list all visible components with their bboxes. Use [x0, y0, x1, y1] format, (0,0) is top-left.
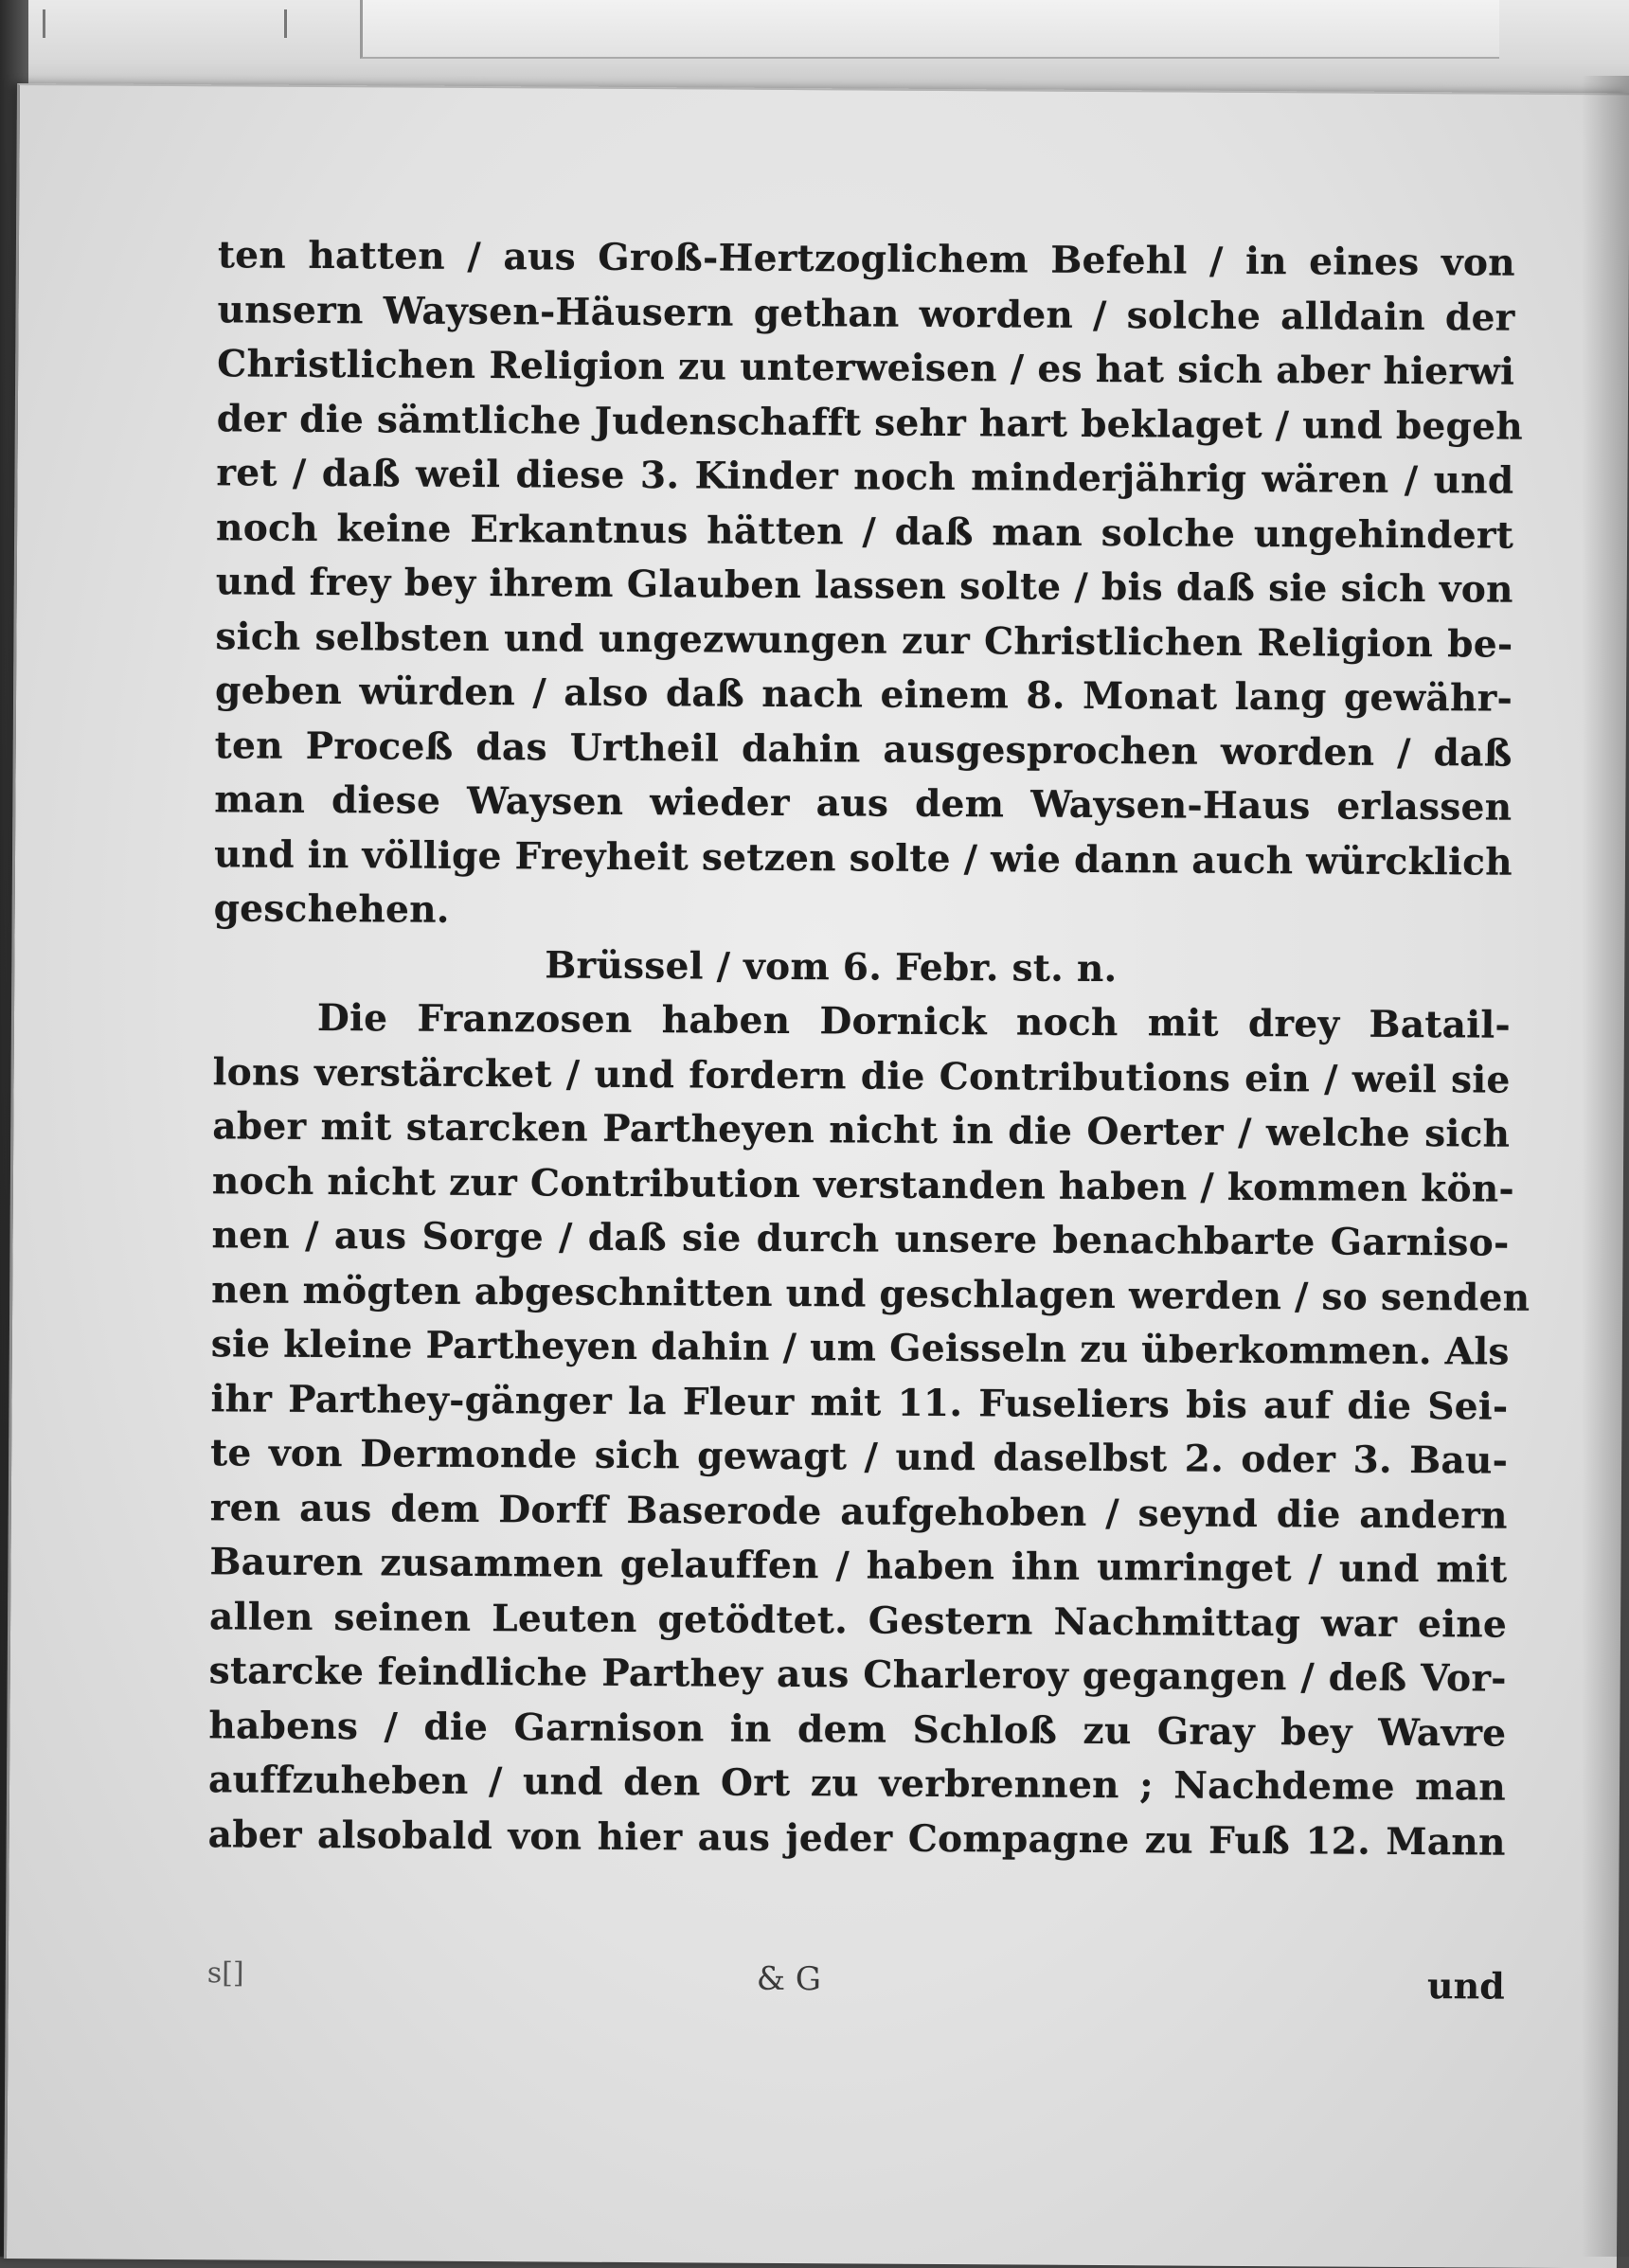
catchword: und: [1426, 1964, 1505, 2008]
text-line: starcke feindliche Parthey aus Charleroy gegangen / deß Vor-: [208, 1649, 1507, 1701]
text-line: Bauren zusammen gelauffen / haben ihn umringet / und mit: [209, 1540, 1508, 1592]
footer-mark: s[]: [206, 1956, 244, 1991]
text-line: nen mögten abgeschnitten und geschlagen werden / so senden: [211, 1267, 1531, 1320]
text-line: ihr Parthey-gänger la Fleur mit 11. Fuseliers bis auf die Sei-: [210, 1376, 1509, 1429]
paragraph-first-line: Die Franzosen haben Dornick noch mit drey Batail-: [316, 995, 1512, 1047]
text-line: noch nicht zur Contribution verstanden haben / kommen kön-: [211, 1158, 1515, 1211]
paper-sheet: [4, 83, 1629, 2268]
article-text: [207, 228, 1531, 1869]
sheet-shadow: [1582, 76, 1629, 2257]
edge-mark: [284, 9, 287, 38]
text-line: aber alsobald von hier aus jeder Compagne zu Fuß 12. Mann: [207, 1812, 1506, 1865]
text-line: nen / aus Sorge / daß sie durch unsere benachbarte Garniso-: [211, 1213, 1510, 1265]
text-line: allen seinen Leuten getödtet. Gestern Nachmittag war eine: [208, 1594, 1508, 1647]
text-line: ret / daß weil diese 3. Kinder noch minderjährig wären / und: [216, 451, 1514, 503]
paragraph-end-text: geschehen.: [213, 886, 450, 932]
text-line: man diese Waysen wieder aus dem Waysen-Haus erlassen: [214, 777, 1513, 830]
text-line: und frey bey ihrem Glauben lassen solte / bis daß sie sich von: [215, 560, 1513, 612]
text-line: ren aus dem Dorff Baserode aufgehoben / seynd die andern: [209, 1485, 1508, 1538]
text-line: te von Dermonde sich gewagt / und daselbst 2. oder 3. Bau-: [210, 1431, 1509, 1483]
text-line: der die sämtliche Judenschafft sehr hart beklaget / und begeh: [216, 396, 1524, 449]
page-footer: [207, 1956, 1505, 2021]
text-line: ten hatten / aus Groß-Hertzoglichem Befehl / in eines von: [217, 233, 1516, 285]
text-line: und in völlige Freyheit setzen solte / wie dann auch würcklich: [213, 831, 1513, 884]
text-line: unsern Waysen-Häusern gethan worden / solche alldain der: [217, 287, 1515, 340]
text-line: noch keine Erkantnus hätten / daß man solche ungehindert: [215, 505, 1514, 558]
dateline-heading: Brüssel / vom 6. Febr. st. n.: [545, 942, 1118, 991]
text-line-end: [214, 882, 1512, 944]
text-line: geben würden / also daß nach einem 8. Monat lang gewähr-: [214, 669, 1513, 721]
text-line: ten Proceß das Urtheil dahin ausgesprochen worden / daß: [214, 723, 1513, 776]
text-line: auffzuheben / und den Ort zu verbrennen ; Nachdeme man: [207, 1758, 1507, 1810]
text-line: habens / die Garnison in dem Schloß zu Gray bey Wavre: [208, 1703, 1507, 1756]
text-line: sie kleine Partheyen dahin / um Geisseln zu überkommen. Als: [210, 1322, 1510, 1374]
text-line: sich selbsten und ungezwungen zur Christlichen Religion be-: [215, 614, 1513, 667]
text-line: Christlichen Religion zu unterweisen / es hat sich aber hierwi: [217, 342, 1515, 394]
text-line: lons verstärcket / und fordern die Contributions ein / weil sie: [212, 1049, 1511, 1102]
underlying-page-rule: [360, 0, 1499, 59]
text-line: aber mit starcken Partheyen nicht in die Oerter / welche sich: [212, 1104, 1511, 1156]
edge-mark: [43, 9, 45, 38]
signature-mark: & G: [756, 1959, 822, 1999]
